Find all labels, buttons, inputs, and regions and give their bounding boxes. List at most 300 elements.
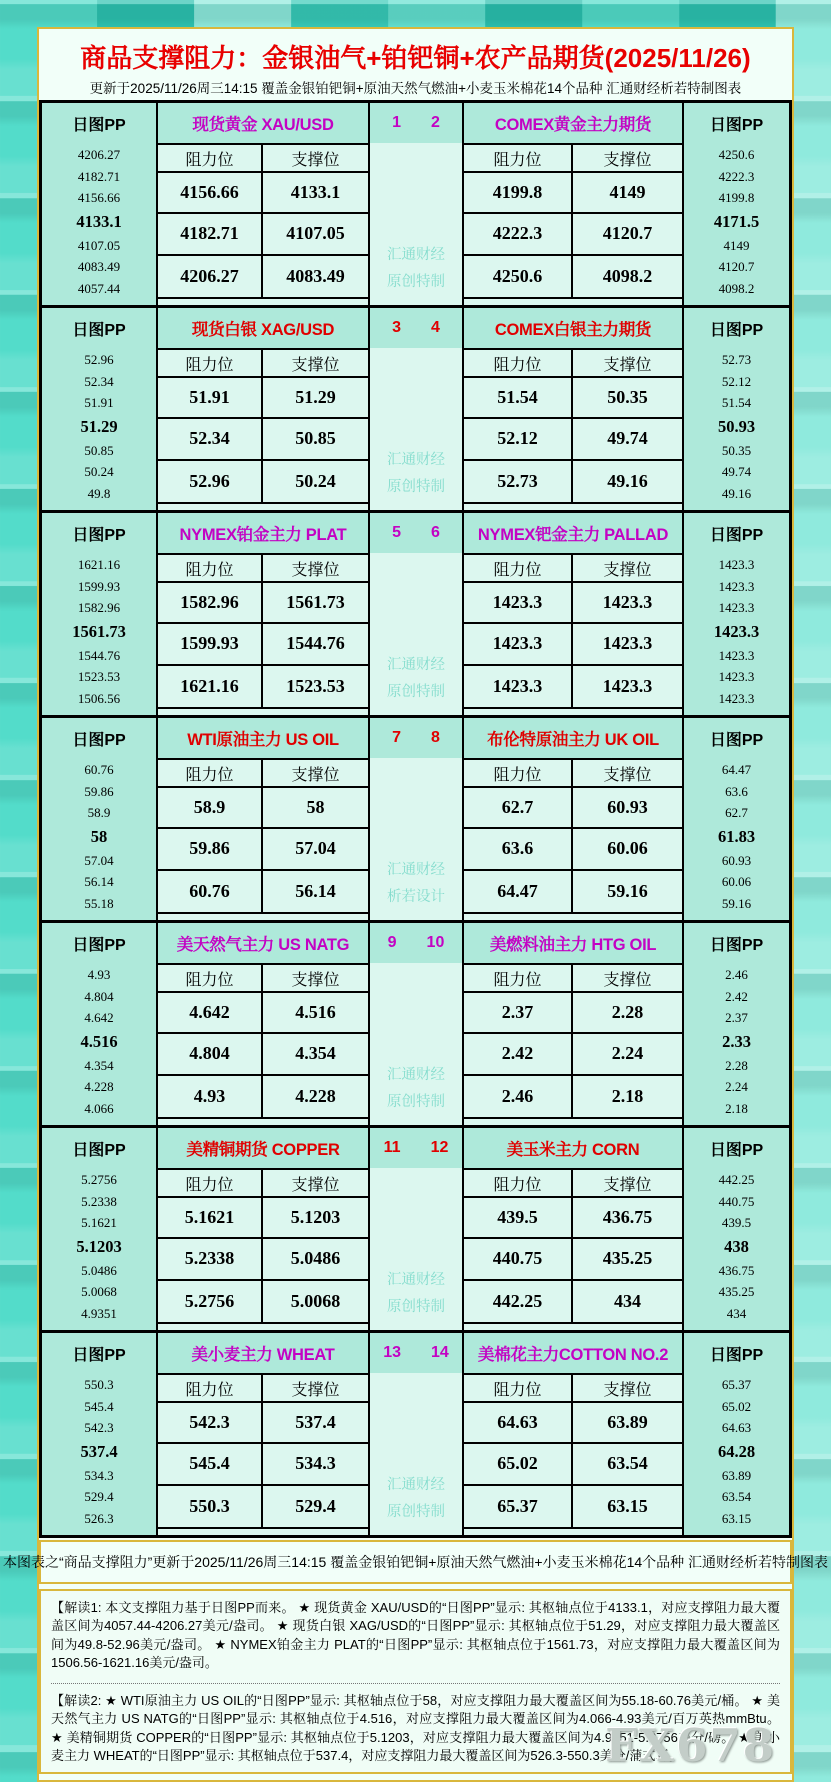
- brand-watermark-text: 汇通财经: [387, 1066, 445, 1083]
- instrument-panel-right: [464, 308, 684, 510]
- pair-number: 9: [387, 934, 397, 951]
- daily-pp-header: 日图PP: [684, 923, 789, 963]
- pair-number: 8: [431, 729, 440, 746]
- pp-values-left: [42, 758, 156, 920]
- commodity-row: [42, 308, 789, 513]
- instrument-panel-left: [158, 923, 370, 1125]
- resistance-value: 5.2756: [158, 1281, 263, 1322]
- resistance-value: 52.96: [158, 461, 263, 502]
- support-value: 1561.73: [263, 583, 368, 624]
- instrument-panel-right: [464, 103, 684, 305]
- instrument-title-right: COMEX黄金主力期货: [464, 103, 682, 143]
- pp-value: 4.93: [87, 967, 111, 982]
- support-value: 49.74: [573, 419, 682, 460]
- pp-value: 4182.71: [77, 168, 121, 184]
- pp-value: 5.2756: [81, 1172, 117, 1187]
- instrument-title-left: 美天然气主力 US NATG: [158, 923, 368, 963]
- resistance-header: 阻力位: [158, 1375, 263, 1403]
- daily-pp-header: 日图PP: [42, 103, 156, 143]
- resistance-value: 4182.71: [158, 214, 263, 255]
- pp-value: 56.14: [84, 874, 114, 890]
- pp-value: 59.16: [721, 895, 752, 911]
- support-value: 63.54: [573, 1444, 682, 1485]
- pair-numbers: [370, 103, 462, 143]
- support-value: 57.04: [263, 829, 368, 870]
- resistance-value: 4156.66: [158, 173, 263, 214]
- support-value: 60.06: [573, 829, 682, 870]
- daily-pp-column-right: [684, 308, 789, 510]
- instrument-panel-left: [158, 103, 370, 305]
- support-value: 1523.53: [263, 666, 368, 707]
- commodity-row: [42, 1128, 789, 1333]
- resistance-support-table-right: [464, 1168, 682, 1324]
- daily-pp-column-left: [42, 308, 158, 510]
- pp-value: 534.3: [84, 1467, 114, 1483]
- support-value: 56.14: [263, 871, 368, 912]
- pp-values-right: [684, 553, 789, 715]
- pp-value: 64.47: [721, 762, 752, 777]
- support-header: 支撑位: [573, 965, 682, 993]
- pp-value: 438: [724, 1236, 749, 1256]
- pp-value: 4.516: [80, 1031, 118, 1051]
- resistance-header: 阻力位: [464, 1375, 573, 1403]
- resistance-support-table-right: [464, 758, 682, 914]
- pp-values-right: [684, 1168, 789, 1330]
- pp-value: 51.91: [84, 395, 114, 411]
- support-value: 60.93: [573, 788, 682, 829]
- daily-pp-column-left: [42, 513, 158, 715]
- pp-value: 60.93: [721, 852, 752, 868]
- commodity-row: [42, 513, 789, 718]
- brand-watermark-text: 原创特制: [387, 1299, 445, 1316]
- pp-value: 4057.44: [77, 280, 121, 296]
- resistance-support-table-left: [158, 143, 368, 299]
- brand-watermark-area: [370, 553, 462, 715]
- pp-value: 5.0486: [81, 1262, 117, 1278]
- instrument-panel-left: [158, 1333, 370, 1535]
- pair-number: 11: [383, 1139, 401, 1156]
- instrument-panel-right: [464, 1128, 684, 1330]
- resistance-value: 51.54: [464, 378, 573, 419]
- pp-value: 537.4: [80, 1441, 118, 1461]
- support-header: 支撑位: [573, 1375, 682, 1403]
- pair-number: 3: [392, 319, 401, 336]
- support-value: 50.85: [263, 419, 368, 460]
- pp-value: 55.18: [84, 895, 114, 911]
- pp-value: 529.4: [84, 1489, 114, 1505]
- resistance-value: 59.86: [158, 829, 263, 870]
- instrument-title-right: NYMEX钯金主力 PALLAD: [464, 513, 682, 553]
- resistance-value: 5.2338: [158, 1239, 263, 1280]
- pp-values-left: [42, 1373, 156, 1535]
- pp-value: 50.35: [721, 442, 752, 458]
- note-box: 本图表之“商品支撑阻力”更新于2025/11/26周三14:15 覆盖金银铂钯铜+原油天然气燃油+小麦玉米棉花14个品种 汇通财经析若特制图表: [39, 1540, 792, 1584]
- daily-pp-column-left: [42, 1128, 158, 1330]
- resistance-value: 52.12: [464, 419, 573, 460]
- resistance-value: 51.91: [158, 378, 263, 419]
- pp-values-right: [684, 143, 789, 305]
- commodity-table: [39, 100, 792, 1538]
- resistance-header: 阻力位: [158, 1170, 263, 1198]
- support-value: 1544.76: [263, 624, 368, 665]
- support-header: 支撑位: [573, 1170, 682, 1198]
- commodity-row: [42, 103, 789, 308]
- support-value: 1423.3: [573, 624, 682, 665]
- resistance-header: 阻力位: [464, 350, 573, 378]
- support-value: 529.4: [263, 1486, 368, 1527]
- support-header: 支撑位: [573, 350, 682, 378]
- pair-number: 5: [392, 524, 401, 541]
- resistance-value: 4.804: [158, 1034, 263, 1075]
- pair-number-column: [370, 718, 464, 920]
- resistance-value: 4.642: [158, 993, 263, 1034]
- resistance-value: 545.4: [158, 1444, 263, 1485]
- resistance-value: 550.3: [158, 1486, 263, 1527]
- brand-watermark-text: 汇通财经: [387, 451, 445, 468]
- pp-value: 4.804: [84, 988, 114, 1004]
- pp-value: 4107.05: [77, 237, 121, 253]
- resistance-value: 542.3: [158, 1403, 263, 1444]
- instrument-title-left: 美小麦主力 WHEAT: [158, 1333, 368, 1373]
- resistance-value: 4199.8: [464, 173, 573, 214]
- instrument-panel-left: [158, 718, 370, 920]
- pp-value: 65.02: [721, 1398, 752, 1414]
- pair-number-column: [370, 923, 464, 1125]
- pp-value: 1621.16: [77, 557, 121, 572]
- support-value: 5.0486: [263, 1239, 368, 1280]
- pp-value: 52.34: [84, 373, 114, 389]
- resistance-value: 1423.3: [464, 666, 573, 707]
- instrument-panel-left: [158, 1128, 370, 1330]
- pp-value: 1561.73: [72, 621, 126, 641]
- daily-pp-column-left: [42, 718, 158, 920]
- support-value: 4.516: [263, 993, 368, 1034]
- fx678-watermark: FX678: [605, 1718, 776, 1772]
- pp-value: 49.16: [721, 485, 752, 501]
- pp-value: 1423.3: [718, 669, 755, 685]
- pp-value: 5.0068: [81, 1284, 117, 1300]
- pp-value: 50.93: [717, 416, 756, 436]
- daily-pp-column-left: [42, 103, 158, 305]
- footnote-paragraph-2: 【解读2: ★ WTI原油主力 US OIL的“日图PP”显示: 其枢轴点位于58，对应支撑阻力最大覆盖区间为55.18-60.76美元/桶。 ★ 美天然气主力 US NATG的“日图PP”显示: 其枢轴点位于4.516，对应支撑阻力最大覆盖区间为4.066-4.93美元/百万英热mmBtu。 ★ 美精铜期货 COPPER的“日图PP”显示: 其枢轴点位于5.1203，对应支撑阻力最大覆盖区间为4.9351-5.2756美分/磅。 ★ 美小麦主力 WHEAT的“日图PP”显示: 其枢轴点位于537.4，对应支撑阻力最大覆盖区间为526.3-550.3美分/蒲式耳。: [51, 1692, 780, 1764]
- pp-value: 4222.3: [718, 168, 755, 184]
- daily-pp-header: 日图PP: [684, 513, 789, 553]
- daily-pp-column-right: [684, 103, 789, 305]
- support-value: 436.75: [573, 1198, 682, 1239]
- resistance-value: 65.02: [464, 1444, 573, 1485]
- resistance-value: 1423.3: [464, 624, 573, 665]
- support-header: 支撑位: [263, 1170, 368, 1198]
- support-value: 537.4: [263, 1403, 368, 1444]
- pp-value: 545.4: [84, 1398, 114, 1414]
- pair-numbers: [370, 1128, 462, 1168]
- pp-value: 2.42: [725, 988, 748, 1004]
- pp-value: 4.066: [84, 1100, 114, 1116]
- instrument-panel-left: [158, 513, 370, 715]
- pp-value: 63.6: [725, 783, 748, 799]
- pp-values-left: [42, 1168, 156, 1330]
- resistance-support-table-right: [464, 553, 682, 709]
- daily-pp-header: 日图PP: [684, 1333, 789, 1373]
- resistance-value: 2.37: [464, 993, 573, 1034]
- pp-value: 63.54: [721, 1489, 752, 1505]
- resistance-header: 阻力位: [464, 555, 573, 583]
- instrument-title-right: 布伦特原油主力 UK OIL: [464, 718, 682, 758]
- brand-watermark-area: [370, 1373, 462, 1535]
- resistance-support-table-left: [158, 553, 368, 709]
- support-value: 4083.49: [263, 256, 368, 297]
- resistance-value: 1582.96: [158, 583, 263, 624]
- footnote-paragraph-1: 【解读1: 本文支撑阻力基于日图PP而来。 ★ 现货黄金 XAU/USD的“日图PP”显示: 其枢轴点位于4133.1，对应支撑阻力最大覆盖区间为4057.44-4206.27美元/盎司。 ★ 现货白银 XAG/USD的“日图PP”显示: 其枢轴点位于51.29，对应支撑阻力最大覆盖区间为49.8-52.96美元/盎司。 ★ NYMEX铂金主力 PLAT的“日图PP”显示: 其枢轴点位于1561.73，对应支撑阻力最大覆盖区间为1506.56-1621.16美元/盎司。: [51, 1599, 780, 1684]
- support-header: 支撑位: [573, 145, 682, 173]
- support-value: 4133.1: [263, 173, 368, 214]
- resistance-value: 1621.16: [158, 666, 263, 707]
- support-value: 4.354: [263, 1034, 368, 1075]
- pp-value: 52.73: [721, 352, 752, 367]
- daily-pp-column-right: [684, 1333, 789, 1535]
- pp-value: 5.1621: [81, 1215, 117, 1231]
- resistance-value: 52.34: [158, 419, 263, 460]
- support-value: 534.3: [263, 1444, 368, 1485]
- pp-value: 5.2338: [81, 1193, 117, 1209]
- resistance-value: 58.9: [158, 788, 263, 829]
- resistance-value: 2.46: [464, 1076, 573, 1117]
- pair-number: 7: [392, 729, 401, 746]
- pp-value: 4.354: [84, 1057, 114, 1073]
- resistance-value: 4.93: [158, 1076, 263, 1117]
- pp-value: 2.37: [725, 1010, 748, 1026]
- pp-value: 59.86: [84, 783, 114, 799]
- resistance-value: 65.37: [464, 1486, 573, 1527]
- resistance-value: 4206.27: [158, 256, 263, 297]
- brand-watermark-text: 汇通财经: [387, 861, 445, 878]
- resistance-value: 440.75: [464, 1239, 573, 1280]
- commodity-row: [42, 718, 789, 923]
- pair-numbers: [370, 718, 462, 758]
- support-value: 5.1203: [263, 1198, 368, 1239]
- pp-value: 50.85: [84, 442, 114, 458]
- pp-value: 542.3: [84, 1420, 114, 1436]
- pp-value: 58: [90, 826, 108, 846]
- brand-watermark-text: 汇通财经: [387, 1271, 445, 1288]
- resistance-header: 阻力位: [464, 760, 573, 788]
- brand-watermark-area: [370, 758, 462, 920]
- pp-values-right: [684, 1373, 789, 1535]
- pp-value: 4171.5: [713, 211, 760, 231]
- daily-pp-header: 日图PP: [684, 1128, 789, 1168]
- pp-value: 5.1203: [76, 1236, 122, 1256]
- pair-number: 1: [392, 114, 401, 131]
- pp-value: 4120.7: [718, 259, 755, 275]
- pp-value: 1599.93: [77, 578, 121, 594]
- daily-pp-header: 日图PP: [684, 103, 789, 143]
- instrument-title-right: COMEX白银主力期货: [464, 308, 682, 348]
- daily-pp-header: 日图PP: [684, 308, 789, 348]
- pp-values-left: [42, 963, 156, 1125]
- pp-value: 1523.53: [77, 669, 121, 685]
- brand-watermark-text: 汇通财经: [387, 1476, 445, 1493]
- page-title: 商品支撑阻力：金银油气+铂钯铜+农产品期货(2025/11/26): [80, 43, 751, 73]
- support-header: 支撑位: [573, 760, 682, 788]
- brand-watermark-text: 原创特制: [387, 274, 445, 291]
- support-value: 50.35: [573, 378, 682, 419]
- daily-pp-header: 日图PP: [42, 1333, 156, 1373]
- pp-value: 1506.56: [77, 690, 121, 706]
- resistance-value: 63.6: [464, 829, 573, 870]
- pair-number: 6: [431, 524, 440, 541]
- resistance-support-table-right: [464, 963, 682, 1119]
- resistance-value: 1599.93: [158, 624, 263, 665]
- support-value: 2.24: [573, 1034, 682, 1075]
- pp-value: 51.29: [80, 416, 118, 436]
- instrument-title-left: WTI原油主力 US OIL: [158, 718, 368, 758]
- instrument-title-right: 美玉米主力 CORN: [464, 1128, 682, 1168]
- brand-watermark-text: 原创特制: [387, 684, 445, 701]
- pp-value: 57.04: [84, 852, 114, 868]
- support-value: 58: [263, 788, 368, 829]
- support-value: 4.228: [263, 1076, 368, 1117]
- instrument-panel-right: [464, 1333, 684, 1535]
- pp-values-left: [42, 553, 156, 715]
- pp-value: 4.228: [84, 1079, 114, 1095]
- instrument-title-right: 美棉花主力COTTON NO.2: [464, 1333, 682, 1373]
- daily-pp-header: 日图PP: [684, 718, 789, 758]
- daily-pp-column-left: [42, 923, 158, 1125]
- pp-value: 1423.3: [718, 690, 755, 706]
- pp-value: 50.24: [84, 464, 114, 480]
- pair-number-column: [370, 103, 464, 305]
- footnote-box: [39, 1589, 792, 1774]
- pair-numbers: [370, 308, 462, 348]
- pp-value: 58.9: [87, 805, 111, 821]
- resistance-support-table-left: [158, 963, 368, 1119]
- resistance-value: 1423.3: [464, 583, 573, 624]
- brand-watermark-text: 汇通财经: [387, 656, 445, 673]
- brand-watermark-text: 原创特制: [387, 1504, 445, 1521]
- pp-value: 2.28: [725, 1057, 748, 1073]
- resistance-value: 2.42: [464, 1034, 573, 1075]
- pp-value: 51.54: [721, 395, 752, 411]
- pp-value: 1423.3: [718, 647, 755, 663]
- resistance-header: 阻力位: [464, 965, 573, 993]
- support-value: 5.0068: [263, 1281, 368, 1322]
- instrument-title-left: NYMEX铂金主力 PLAT: [158, 513, 368, 553]
- pp-value: 4.9351: [81, 1305, 117, 1321]
- pp-value: 65.37: [721, 1377, 752, 1392]
- resistance-header: 阻力位: [158, 145, 263, 173]
- support-value: 4149: [573, 173, 682, 214]
- support-value: 50.24: [263, 461, 368, 502]
- resistance-header: 阻力位: [158, 555, 263, 583]
- pair-number: 2: [431, 114, 440, 131]
- pp-value: 62.7: [725, 805, 748, 821]
- pp-value: 4156.66: [77, 190, 121, 206]
- page-subtitle: 更新于2025/11/26周三14:15 覆盖金银铂钯铜+原油天然气燃油+小麦玉米棉花14个品种 汇通财经析若特制图表: [89, 81, 742, 96]
- support-value: 63.89: [573, 1403, 682, 1444]
- support-value: 63.15: [573, 1486, 682, 1527]
- pair-numbers: [370, 923, 462, 963]
- pp-value: 2.33: [722, 1031, 751, 1051]
- pp-value: 4098.2: [718, 280, 755, 296]
- pp-value: 4199.8: [718, 190, 755, 206]
- support-value: 4120.7: [573, 214, 682, 255]
- brand-watermark-area: [370, 1168, 462, 1330]
- pp-value: 435.25: [718, 1284, 755, 1300]
- pp-value: 52.96: [84, 352, 114, 367]
- support-header: 支撑位: [263, 555, 368, 583]
- pair-number: 4: [431, 319, 440, 336]
- daily-pp-header: 日图PP: [42, 513, 156, 553]
- resistance-value: 64.47: [464, 871, 573, 912]
- pp-value: 63.15: [721, 1510, 752, 1526]
- resistance-support-table-right: [464, 348, 682, 504]
- pp-value: 4250.6: [718, 147, 755, 162]
- pp-value: 550.3: [84, 1377, 114, 1392]
- commodity-row: [42, 1333, 789, 1535]
- resistance-value: 439.5: [464, 1198, 573, 1239]
- pp-value: 526.3: [84, 1510, 114, 1526]
- daily-pp-header: 日图PP: [42, 923, 156, 963]
- support-value: 1423.3: [573, 666, 682, 707]
- pp-value: 64.63: [721, 1420, 752, 1436]
- pp-value: 64.28: [717, 1441, 756, 1461]
- daily-pp-column-left: [42, 1333, 158, 1535]
- instrument-panel-left: [158, 308, 370, 510]
- pp-value: 4.642: [84, 1010, 114, 1026]
- pair-number: 14: [431, 1344, 449, 1361]
- pp-value: 63.89: [721, 1467, 752, 1483]
- support-value: 435.25: [573, 1239, 682, 1280]
- pp-value: 60.76: [84, 762, 114, 777]
- commodity-row: [42, 923, 789, 1128]
- brand-watermark-text: 析若设计: [387, 889, 445, 906]
- support-header: 支撑位: [263, 1375, 368, 1403]
- pp-values-right: [684, 963, 789, 1125]
- pp-values-left: [42, 143, 156, 305]
- resistance-header: 阻力位: [464, 1170, 573, 1198]
- pair-number-column: [370, 513, 464, 715]
- resistance-value: 60.76: [158, 871, 263, 912]
- daily-pp-header: 日图PP: [42, 308, 156, 348]
- resistance-header: 阻力位: [158, 760, 263, 788]
- pp-value: 2.24: [725, 1079, 748, 1095]
- pair-numbers: [370, 1333, 462, 1373]
- pair-number-column: [370, 1333, 464, 1535]
- daily-pp-column-right: [684, 1128, 789, 1330]
- support-value: 1423.3: [573, 583, 682, 624]
- pair-number: 10: [426, 934, 445, 951]
- pp-value: 442.25: [718, 1172, 755, 1187]
- pair-number-column: [370, 308, 464, 510]
- pair-numbers: [370, 513, 462, 553]
- resistance-value: 4250.6: [464, 256, 573, 297]
- resistance-value: 5.1621: [158, 1198, 263, 1239]
- pp-value: 1423.3: [718, 578, 755, 594]
- resistance-support-table-left: [158, 1373, 368, 1529]
- resistance-support-table-right: [464, 143, 682, 299]
- pp-value: 61.83: [717, 826, 756, 846]
- resistance-header: 阻力位: [158, 350, 263, 378]
- brand-watermark-area: [370, 963, 462, 1125]
- support-header: 支撑位: [263, 760, 368, 788]
- pp-value: 1582.96: [77, 600, 121, 616]
- instrument-panel-right: [464, 718, 684, 920]
- pp-value: 1423.3: [718, 557, 755, 572]
- pp-value: 439.5: [721, 1215, 752, 1231]
- support-value: 59.16: [573, 871, 682, 912]
- pair-number-column: [370, 1128, 464, 1330]
- resistance-value: 4222.3: [464, 214, 573, 255]
